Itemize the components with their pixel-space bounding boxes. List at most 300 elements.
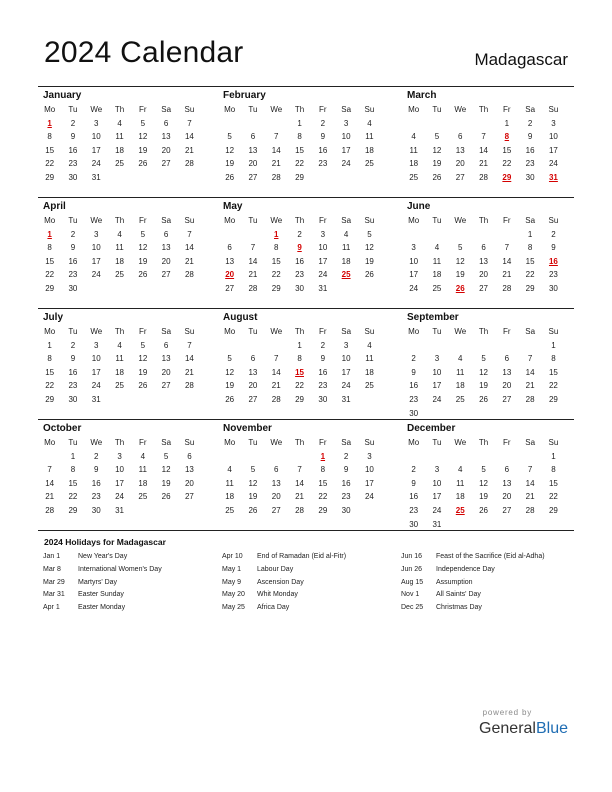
weekday-label: Mo [408,216,420,225]
weekday-header [38,103,218,117]
empty-cell [131,282,154,296]
day-cell: 25 [409,172,419,182]
holiday-date-label: Mar 8 [43,565,61,573]
day-cell: 28 [45,505,55,515]
day-cell: 19 [161,478,171,488]
empty-cell [518,407,541,421]
week-row [402,282,574,296]
weekday-label: Mo [44,216,56,225]
empty-cell [131,504,154,518]
week-row [402,228,574,242]
empty-cell [241,117,264,131]
month-november [218,420,402,530]
week-row [38,463,218,477]
weekday-label: Fr [319,327,327,336]
day-cell: 2 [297,229,302,239]
weekday-label: Su [364,327,375,336]
day-cell: 6 [481,243,486,253]
day-cell: 3 [94,229,99,239]
day-cell: 22 [295,381,304,391]
empty-cell [218,450,241,464]
day-cell: 23 [318,159,328,169]
day-cell: 3 [343,118,349,128]
month-row [38,419,574,531]
day-cell: 17 [364,478,374,488]
day-cell: 22 [548,492,558,502]
day-cell: 14 [184,354,194,364]
day-cell: 23 [295,270,304,280]
day-cell: 2 [343,451,349,461]
empty-cell [425,228,448,242]
day-cell: 12 [225,367,235,377]
day-cell: 25 [115,270,124,280]
day-cell: 18 [115,256,124,266]
holiday-date: 1 [47,229,52,239]
holiday-item [43,551,162,564]
empty-cell [334,171,357,185]
week-row [402,490,574,504]
holiday-date: 29 [502,172,512,182]
weekday-label: Mo [408,438,420,447]
day-cell: 4 [411,132,416,142]
week-row [402,157,574,171]
day-cell: 21 [479,159,488,169]
day-cell: 22 [525,270,535,280]
holiday-date: 26 [455,283,465,293]
day-cell: 6 [227,243,232,253]
day-cell: 12 [161,465,171,475]
week-row [218,255,402,269]
day-cell: 8 [320,465,326,475]
day-cell: 13 [455,145,465,155]
generalblue-logo[interactable] [479,720,568,738]
empty-cell [265,450,288,464]
week-row [402,171,574,185]
week-row [218,463,402,477]
holiday-item [401,577,545,590]
day-cell: 18 [432,270,442,280]
day-cell: 30 [68,283,78,293]
day-cell: 3 [117,451,122,461]
day-cell: 29 [68,505,78,515]
day-cell: 26 [248,505,258,515]
day-cell: 30 [525,172,535,182]
week-row [38,282,218,296]
day-cell: 3 [434,354,440,364]
holiday-date: 1 [47,118,52,128]
day-cell: 15 [45,367,55,377]
empty-cell [358,171,381,185]
empty-cell [542,518,565,532]
day-cell: 6 [163,340,169,350]
holiday-date: 20 [225,270,235,280]
day-cell: 28 [184,270,194,280]
holiday-date-label: Jan 1 [43,553,61,560]
weekday-label: Th [114,216,125,225]
weekday-label: Su [548,327,559,336]
week-row [402,130,574,144]
day-cell: 30 [91,505,101,515]
day-cell: 22 [45,381,55,391]
day-cell: 24 [341,381,351,391]
day-cell: 11 [225,478,234,488]
empty-cell [449,228,472,242]
weekday-label: Sa [161,438,172,447]
day-cell: 2 [411,465,416,475]
day-cell: 17 [548,145,558,155]
weekday-label: Tu [68,105,78,114]
day-cell: 5 [481,354,486,364]
holiday-date: 1 [274,229,279,239]
weekday-label: Tu [248,105,258,114]
day-cell: 6 [504,354,510,364]
day-cell: 16 [318,367,328,377]
day-cell: 18 [455,381,465,391]
week-row [402,117,574,131]
day-cell: 5 [140,118,146,128]
day-cell: 23 [68,159,78,169]
weekday-label: Fr [503,438,511,447]
day-cell: 23 [68,381,78,391]
day-cell: 10 [341,132,351,142]
day-cell: 24 [364,492,374,502]
empty-cell [425,117,448,131]
week-row [218,393,402,407]
weekday-label: Su [364,438,375,447]
empty-cell [85,282,108,296]
day-cell: 5 [367,229,372,239]
weekday-header [38,325,218,339]
day-cell: 26 [479,394,488,404]
week-row [218,268,402,282]
day-cell: 26 [225,172,235,182]
holiday-name: Whit Monday [257,591,298,599]
day-cell: 17 [409,270,419,280]
empty-cell [218,117,241,131]
day-cell: 12 [225,145,235,155]
holiday-name: End of Ramadan (Eid al-Fitr) [257,553,347,560]
empty-cell [402,228,425,242]
weekday-label: Mo [224,327,236,336]
month-name: February [223,90,266,101]
week-row [218,477,402,491]
weekday-label: We [90,438,103,447]
weekday-label: Fr [139,216,147,225]
day-cell: 27 [161,381,171,391]
week-row [402,366,574,380]
day-cell: 9 [527,132,533,142]
day-cell: 31 [341,394,351,404]
day-cell: 8 [47,132,52,142]
day-cell: 1 [551,451,556,461]
weekday-label: Fr [319,438,327,447]
month-name: December [407,423,456,434]
empty-cell [311,171,334,185]
day-cell: 26 [161,492,171,502]
day-cell: 1 [70,451,76,461]
day-cell: 17 [318,256,328,266]
weekday-label: Th [114,105,125,114]
day-cell: 8 [297,354,302,364]
day-cell: 7 [187,229,192,239]
day-cell: 19 [225,159,235,169]
holiday-date-label: May 20 [222,591,245,599]
empty-cell [472,407,495,421]
day-cell: 4 [434,243,440,253]
day-cell: 3 [343,340,349,350]
empty-cell [358,393,381,407]
day-cell: 12 [432,145,442,155]
weekday-label: Tu [432,216,442,225]
empty-cell [178,393,201,407]
empty-cell [402,450,425,464]
weekday-label: We [270,105,283,114]
day-cell: 30 [68,172,78,182]
day-cell: 13 [479,256,488,266]
empty-cell [154,171,177,185]
day-cell: 12 [248,478,258,488]
holiday-list-col-3 [401,551,545,615]
day-cell: 1 [504,118,510,128]
day-cell: 5 [227,132,232,142]
day-cell: 19 [138,145,148,155]
empty-cell [131,171,154,185]
day-cell: 8 [274,243,279,253]
weekday-label: Fr [503,216,511,225]
day-cell: 12 [138,132,148,142]
weekday-label: Tu [432,327,442,336]
day-cell: 6 [504,465,510,475]
day-cell: 17 [432,381,442,391]
day-cell: 13 [225,256,235,266]
day-cell: 5 [250,465,256,475]
day-cell: 5 [140,229,146,239]
day-cell: 4 [367,340,372,350]
day-cell: 16 [525,145,535,155]
week-row [38,504,218,518]
day-cell: 2 [70,118,76,128]
day-cell: 22 [318,492,328,502]
holiday-date: 9 [297,243,302,253]
day-cell: 21 [271,381,281,391]
holiday-list-col-1 [43,551,162,615]
weekday-header [402,325,574,339]
month-name: April [43,201,66,212]
day-cell: 20 [502,381,512,391]
weekday-header [402,436,574,450]
empty-cell [241,450,264,464]
week-row [218,282,402,296]
holiday-name: Ascension Day [257,578,304,586]
day-cell: 26 [138,270,148,280]
day-cell: 11 [456,478,465,488]
holiday-date-label: Jun 16 [401,553,423,560]
day-cell: 18 [341,256,351,266]
weekday-label: Mo [408,327,420,336]
day-cell: 27 [161,159,171,169]
month-february [218,87,402,197]
holiday-date-label: May 1 [222,565,242,573]
day-cell: 4 [458,465,463,475]
day-cell: 13 [248,145,258,155]
day-cell: 4 [227,465,232,475]
day-cell: 1 [297,118,302,128]
day-cell: 14 [271,367,281,377]
day-cell: 18 [115,367,124,377]
day-cell: 18 [364,145,374,155]
day-cell: 22 [45,159,55,169]
day-cell: 9 [70,354,76,364]
week-row [38,352,218,366]
day-cell: 13 [502,478,512,488]
day-cell: 6 [163,118,169,128]
day-cell: 15 [295,145,304,155]
day-cell: 11 [115,243,124,253]
day-cell: 15 [548,478,558,488]
weekday-label: Sa [341,327,352,336]
week-row [218,157,402,171]
day-cell: 6 [274,465,279,475]
day-cell: 22 [548,381,558,391]
holiday-date-label: Apr 10 [222,553,243,560]
week-row [218,379,402,393]
holiday-date-label: Mar 31 [43,591,65,599]
weekday-label: We [270,216,283,225]
day-cell: 4 [117,118,122,128]
holiday-name: Christmas Day [436,604,482,612]
holiday-date-label: Mar 29 [43,578,65,586]
day-cell: 9 [411,478,416,488]
day-cell: 10 [115,465,124,475]
weekday-label: Sa [525,327,536,336]
empty-cell [38,450,61,464]
day-cell: 24 [548,159,558,169]
day-cell: 1 [297,340,302,350]
weekday-label: Fr [503,105,511,114]
holiday-date: 31 [548,172,558,182]
month-january [38,87,218,197]
weekday-header [218,214,402,228]
day-cell: 28 [248,283,258,293]
holiday-item [43,602,162,615]
day-cell: 23 [409,394,419,404]
day-cell: 24 [91,381,101,391]
empty-cell [334,282,357,296]
week-row [218,490,402,504]
weekday-label: Mo [224,216,236,225]
weekday-label: Sa [341,438,352,447]
holidays-title: 2024 Holidays for Madagascar [44,537,166,547]
week-row [218,171,402,185]
day-cell: 21 [271,159,281,169]
country-name: Madagascar [474,50,568,69]
weekday-label: Th [478,216,489,225]
holiday-item [222,602,346,615]
empty-cell [178,171,201,185]
weekday-header [402,214,574,228]
holiday-name: International Women's Day [78,565,162,573]
day-cell: 18 [138,478,148,488]
empty-cell [358,504,381,518]
weekday-header [38,214,218,228]
day-cell: 20 [248,159,258,169]
day-cell: 19 [479,381,488,391]
holiday-item [222,564,346,577]
holiday-date: 8 [504,132,510,142]
holiday-date: 16 [548,256,558,266]
month-august [218,309,402,419]
empty-cell [495,450,518,464]
day-cell: 27 [248,394,258,404]
day-cell: 10 [364,465,374,475]
day-cell: 16 [295,256,304,266]
empty-cell [472,339,495,353]
week-row [402,518,574,532]
day-cell: 18 [409,159,419,169]
day-cell: 30 [409,519,419,529]
weekday-label: Th [478,105,489,114]
day-cell: 3 [320,229,326,239]
day-cell: 14 [45,478,55,488]
empty-cell [472,228,495,242]
day-cell: 2 [70,229,76,239]
day-cell: 7 [297,465,302,475]
week-row [218,117,402,131]
empty-cell [154,393,177,407]
day-cell: 21 [45,492,55,502]
month-row [38,197,574,308]
day-cell: 1 [527,229,533,239]
holiday-date: 15 [295,367,304,377]
day-cell: 14 [502,256,512,266]
day-cell: 17 [91,367,101,377]
holiday-name: Africa Day [257,604,290,612]
week-row [38,157,218,171]
day-cell: 1 [47,340,52,350]
day-cell: 22 [68,492,78,502]
day-cell: 7 [481,132,486,142]
day-cell: 7 [187,118,192,128]
holiday-name: Labour Day [257,565,294,573]
weekday-label: Mo [408,105,420,114]
day-cell: 28 [502,283,512,293]
day-cell: 9 [411,367,416,377]
week-row [38,241,218,255]
day-cell: 26 [432,172,442,182]
day-cell: 10 [318,243,328,253]
day-cell: 12 [479,478,488,488]
holiday-date-label: Dec 25 [401,604,424,612]
day-cell: 14 [479,145,488,155]
weekday-label: Su [184,105,195,114]
week-row [38,171,218,185]
day-cell: 21 [184,256,194,266]
week-row [402,339,574,353]
day-cell: 7 [274,132,279,142]
day-cell: 26 [225,394,235,404]
holiday-item [222,551,346,564]
weekday-label: Mo [44,327,56,336]
empty-cell [449,339,472,353]
holiday-date: 25 [341,270,351,280]
day-cell: 8 [47,243,52,253]
holiday-name: Feast of the Sacrifice (Eid al-Adha) [436,553,545,560]
day-cell: 25 [115,159,124,169]
weekday-label: Fr [139,438,147,447]
holiday-date-label: Jun 26 [401,565,423,573]
week-row [218,130,402,144]
week-row [402,144,574,158]
